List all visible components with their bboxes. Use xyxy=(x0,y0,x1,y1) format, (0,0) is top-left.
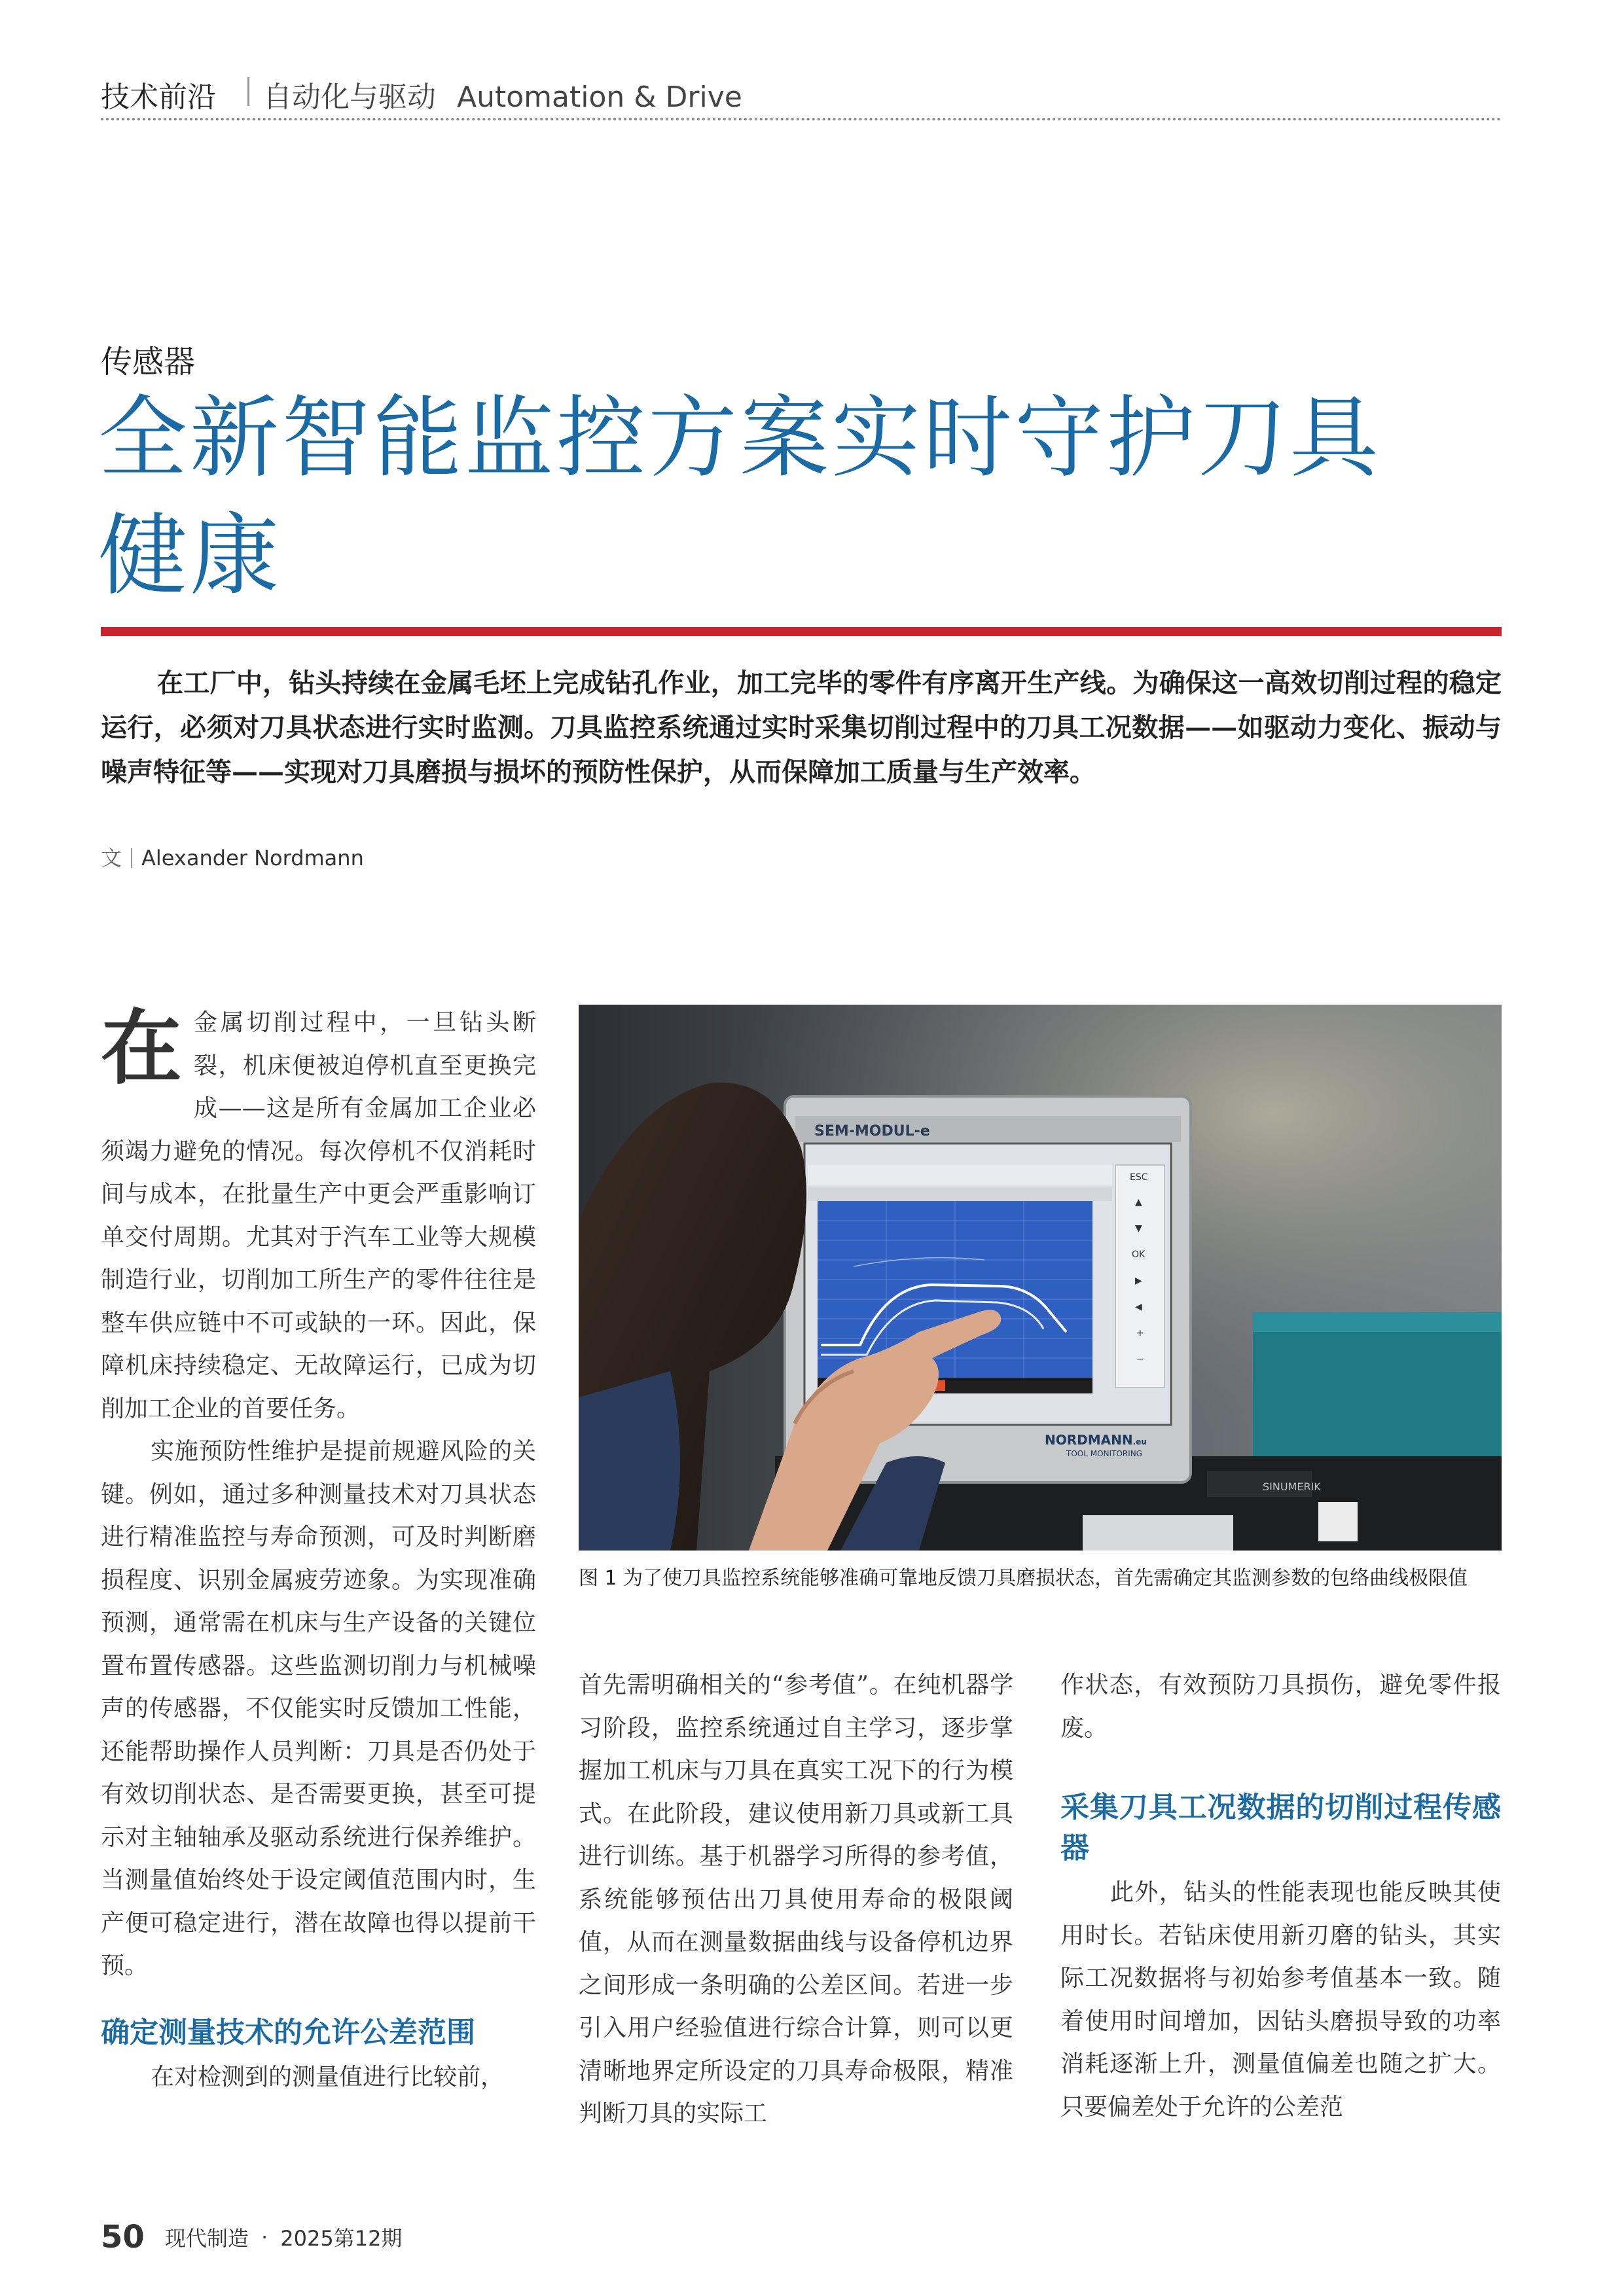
device-brand-label: SEM-MODUL-e xyxy=(814,1123,930,1139)
author-name: Alexander Nordmann xyxy=(141,846,364,870)
panel-brand-label: SINUMERIK xyxy=(1263,1480,1321,1493)
body-paragraph: 作状态，有效预防刀具损伤，避免零件报废。 xyxy=(1060,1672,1501,1742)
title-line-1: 全新智能监控方案实时守护刀具 xyxy=(98,387,1381,490)
side-button-minus: − xyxy=(1136,1354,1144,1365)
byline xyxy=(101,842,364,872)
footer-separator: · xyxy=(261,2225,268,2250)
byline-divider xyxy=(131,848,132,868)
page-footer xyxy=(101,2219,402,2255)
section-heading: 采集刀具工况数据的切削过程传感器 xyxy=(1060,1791,1501,1865)
body-paragraph: 在对检测到的测量值进行比较前， xyxy=(151,2063,505,2090)
maker-sub-label: TOOL MONITORING xyxy=(1066,1449,1142,1458)
side-button-up: ▲ xyxy=(1135,1197,1142,1208)
section-heading: 确定测量技术的允许公差范围 xyxy=(101,2015,475,2049)
page-number: 50 xyxy=(101,2219,145,2255)
maker-label: NORDMANN.eu xyxy=(1045,1432,1147,1448)
side-button-right: ▶ xyxy=(1135,1276,1142,1286)
drop-cap: 在 xyxy=(101,1001,183,1096)
article-title xyxy=(98,380,1506,615)
side-button-down: ▼ xyxy=(1135,1223,1142,1234)
article-kicker: 传感器 xyxy=(101,344,196,380)
header-section: 技术前沿 xyxy=(101,81,216,114)
issue-label: 2025第12期 xyxy=(280,2226,403,2251)
side-button-ok: OK xyxy=(1132,1249,1146,1260)
body-column-3 xyxy=(1060,1664,1501,2128)
title-red-rule xyxy=(101,627,1502,636)
body-paragraph: 首先需明确相关的“参考值”。在纯机器学习阶段，监控系统通过自主学习，逐步掌握加工机床与刀具在真实工况下的行为模式。在此阶段，建议使用新刀具或新工具进行训练。基于机器学习所得的参考值，系统能够预估出刀具使用寿命的极限阈值，从而在测量数据曲线与设备停机边界之间形成一条明确的公差区间。若进一步引入用户经验值进行综合计算，则可以更清晰地界定所设定的刀具寿命极限，精准判断刀具的实际工 xyxy=(579,1672,1013,2127)
body-column-2 xyxy=(579,1664,1013,2136)
title-line-2: 健康 xyxy=(98,505,281,608)
header-dotted-rule xyxy=(101,118,1502,120)
figure-photo xyxy=(579,1005,1502,1551)
body-paragraph: 在金属切削过程中，一旦钻头断裂，机床便被迫停机直至更换完成——这是所有金属加工企业必须竭力避免的情况。每次停机不仅消耗时间与成本，在批量生产中更会严重影响订单交付周期。尤其对于汽车工业等大规模制造行业，切削加工所生产的零件往往是整车供应链中不可或缺的一环。因此，保障机床持续稳定、无故障运行，已成为切削加工企业的首要任务。 xyxy=(101,1001,536,1422)
body-paragraph: 实施预防性维护是提前规避风险的关键。例如，通过多种测量技术对刀具状态进行精准监控与寿命预测，可及时判断磨损程度、识别金属疲劳迹象。为实现准确预测，通常需在机床与生产设备的关键位置布置传感器。这些监测切削力与机械噪声的传感器，不仅能实时反馈加工性能，还能帮助操作人员判断：刀具是否仍处于有效切削状态、是否需要更换，甚至可提示对主轴轴承及驱动系统进行保养维护。当测量值始终处于设定阈值范围内时，生产便可稳定进行，潜在故障也得以提前干预。 xyxy=(101,1438,536,1979)
side-button-plus: + xyxy=(1136,1328,1144,1338)
magazine-name: 现代制造 xyxy=(164,2226,249,2251)
running-header xyxy=(101,71,1502,118)
figure-caption: 图 1 为了使刀具监控系统能够准确可靠地反馈刀具磨损状态，首先需确定其监测参数的包络曲线极限值 xyxy=(579,1567,1468,1590)
body-paragraph: 此外，钻头的性能表现也能反映其使用时长。若钻床使用新刃磨的钻头，其实际工况数据将与初始参考值基本一致。随着使用时间增加，因钻头磨损导致的功率消耗逐渐上升，测量值偏差也随之扩大。只要偏差处于允许的公差范 xyxy=(1060,1879,1501,2121)
side-button-left: ◀ xyxy=(1135,1302,1142,1312)
side-button-esc: ESC xyxy=(1130,1172,1148,1183)
body-column-1 xyxy=(101,1001,536,2098)
lead-paragraph: 在工厂中，钻头持续在金属毛坯上完成钻孔作业，加工完毕的零件有序离开生产线。为确保这一高效切削过程的稳定运行，必须对刀具状态进行实时监测。刀具监控系统通过实时采集切削过程中的刀具工况数据——如驱动力变化、振动与噪声特征等——实现对刀具磨损与损坏的预防性保护，从而保障加工质量与生产效率。 xyxy=(101,668,1502,787)
byline-prefix: 文 xyxy=(101,846,122,870)
header-subsection: 自动化与驱动 Automation & Drive xyxy=(263,81,742,114)
header-divider xyxy=(247,77,249,106)
